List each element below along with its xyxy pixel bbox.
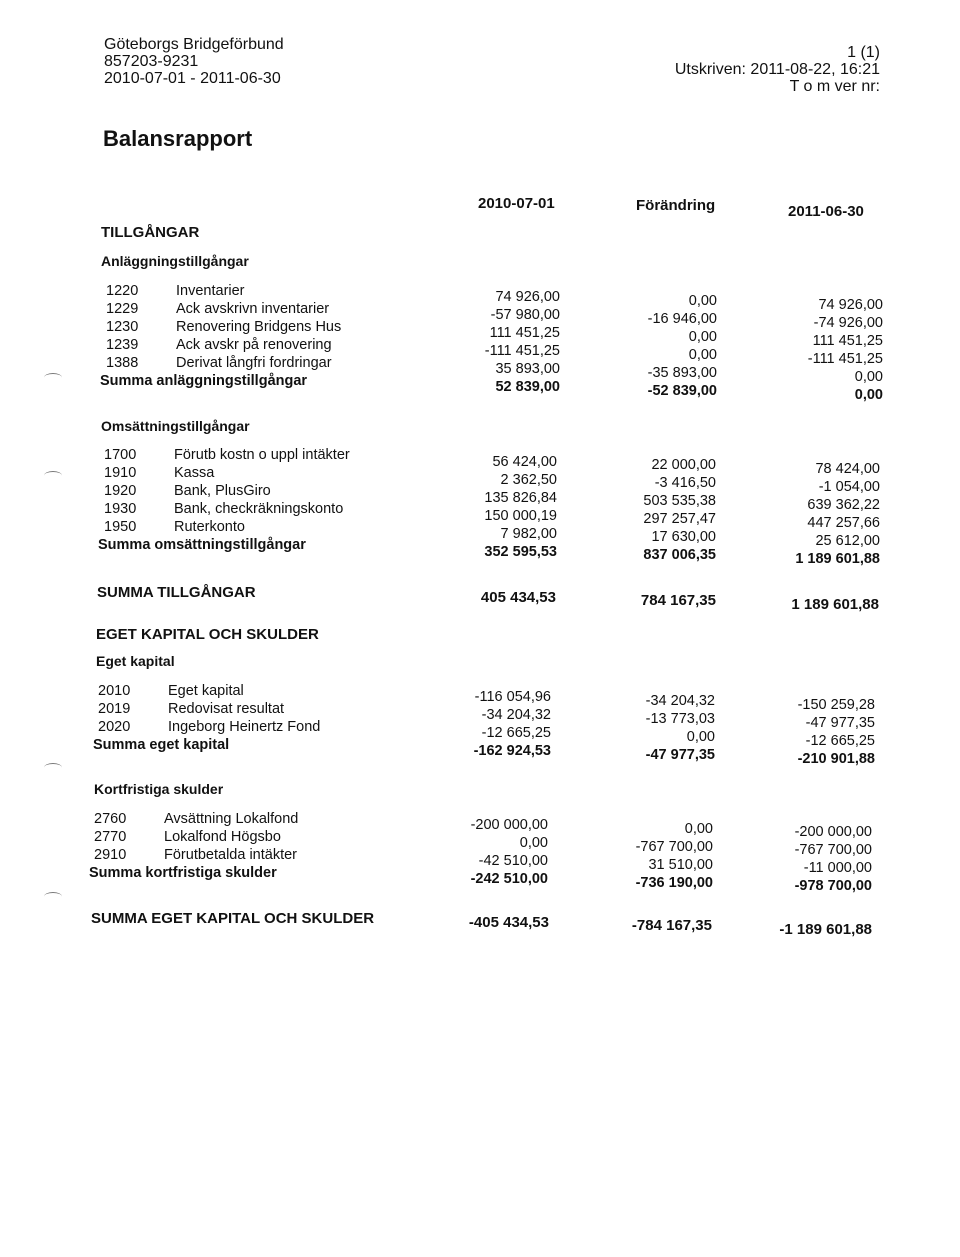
value-cell: 22 000,00 xyxy=(651,457,716,473)
value-cell: -111 451,25 xyxy=(807,351,883,367)
table-row xyxy=(104,482,350,500)
table-row xyxy=(98,682,320,700)
account-name: Inventarier xyxy=(176,283,245,299)
liabilities-total-label: SUMMA EGET KAPITAL OCH SKULDER xyxy=(91,910,375,927)
account-code: 1930 xyxy=(104,501,137,517)
account-name: Redovisat resultat xyxy=(168,701,285,717)
current-assets-col1 xyxy=(484,453,557,561)
printed-date: Utskriven: 2011-08-22, 16:21 xyxy=(674,61,880,78)
account-code: 1239 xyxy=(106,337,139,353)
value-cell: 1 189 601,88 xyxy=(795,551,880,567)
account-name: Ack avskr på renovering xyxy=(176,337,332,353)
value-cell: -736 190,00 xyxy=(635,875,713,891)
col-header-change: Förändring xyxy=(636,197,716,214)
value-cell: 7 982,00 xyxy=(500,526,557,542)
value-cell: -111 451,25 xyxy=(484,343,560,359)
value-cell: -74 926,00 xyxy=(813,315,883,331)
org-name: Göteborgs Bridgeförbund xyxy=(104,36,284,53)
value-cell: 447 257,66 xyxy=(807,515,880,531)
short-liabilities-col2 xyxy=(636,820,713,892)
print-info xyxy=(675,44,880,95)
table-row xyxy=(104,464,350,482)
account-name: Kassa xyxy=(174,465,215,481)
account-code: 2910 xyxy=(94,847,127,863)
account-name: Förutbetalda intäkter xyxy=(164,847,297,863)
liabilities-total-col3: -1 189 601,88 xyxy=(779,921,872,938)
account-name: Renovering Bridgens Hus xyxy=(176,319,342,335)
account-code: 1220 xyxy=(106,283,139,299)
fixed-assets-labels xyxy=(100,282,342,390)
account-code: 1920 xyxy=(104,483,137,499)
value-cell: 0,00 xyxy=(854,369,883,385)
value-cell: -978 700,00 xyxy=(794,878,872,894)
scan-mark xyxy=(44,471,62,480)
value-cell: -3 416,50 xyxy=(654,475,716,491)
account-code: 1230 xyxy=(106,319,139,335)
short-liabilities-heading: Kortfristiga skulder xyxy=(94,781,224,797)
org-info xyxy=(104,36,284,87)
sum-label: Summa eget kapital xyxy=(93,737,230,753)
account-name: Bank, checkräkningskonto xyxy=(174,501,344,517)
account-name: Eget kapital xyxy=(168,683,244,699)
page-number: 1 (1) xyxy=(847,44,880,61)
equity-heading: Eget kapital xyxy=(96,653,175,669)
value-cell: 135 826,84 xyxy=(484,490,557,506)
fixed-assets-col2 xyxy=(648,292,717,400)
value-cell: 25 612,00 xyxy=(815,533,880,549)
account-code: 1388 xyxy=(106,355,139,371)
value-cell: -1 054,00 xyxy=(818,479,880,495)
assets-heading: TILLGÅNGAR xyxy=(101,224,200,241)
account-code: 1910 xyxy=(104,465,137,481)
value-cell: -150 259,28 xyxy=(797,697,875,713)
value-cell: 35 893,00 xyxy=(495,361,560,377)
account-code: 2010 xyxy=(98,683,131,699)
value-cell: 111 451,25 xyxy=(812,333,883,349)
current-assets-heading: Omsättningstillgångar xyxy=(101,418,250,434)
table-row xyxy=(104,446,350,464)
value-cell: 0,00 xyxy=(688,347,717,363)
scan-mark xyxy=(44,892,62,901)
value-cell: -767 700,00 xyxy=(635,839,713,855)
value-cell: 111 451,25 xyxy=(489,325,560,341)
assets-total-col2: 784 167,35 xyxy=(640,592,716,609)
col-header-start: 2010-07-01 xyxy=(478,195,555,212)
value-cell: 639 362,22 xyxy=(807,497,880,513)
account-code: 1700 xyxy=(104,447,137,463)
table-row xyxy=(106,354,341,372)
value-cell: 74 926,00 xyxy=(818,297,883,313)
liabilities-heading: EGET KAPITAL OCH SKULDER xyxy=(96,626,319,643)
value-cell: 503 535,38 xyxy=(643,493,716,509)
value-cell: 0,00 xyxy=(684,821,713,837)
account-name: Ack avskrivn inventarier xyxy=(176,301,330,317)
table-row xyxy=(106,282,341,300)
value-cell: 150 000,19 xyxy=(484,508,557,524)
value-cell: 0,00 xyxy=(854,387,883,403)
value-cell: -47 977,35 xyxy=(645,747,715,763)
short-liabilities-col1 xyxy=(471,816,548,888)
sum-label: Summa omsättningstillgångar xyxy=(98,537,306,553)
current-assets-col3 xyxy=(795,460,880,568)
value-cell: 352 595,53 xyxy=(484,544,557,560)
table-row xyxy=(104,518,350,536)
scan-mark xyxy=(44,373,62,382)
table-row xyxy=(98,718,320,736)
value-cell: 52 839,00 xyxy=(495,379,560,395)
fixed-assets-col1 xyxy=(485,288,560,396)
account-name: Derivat långfri fordringar xyxy=(176,355,332,371)
short-liabilities-col3 xyxy=(795,823,872,895)
value-cell: 74 926,00 xyxy=(495,289,560,305)
scan-mark xyxy=(44,763,62,772)
liabilities-total-col1: -405 434,53 xyxy=(468,914,549,931)
assets-total-col3: 1 189 601,88 xyxy=(791,596,879,613)
current-assets-labels xyxy=(98,446,350,554)
account-code: 2020 xyxy=(98,719,131,735)
sum-label: Summa anläggningstillgångar xyxy=(100,373,308,389)
value-cell: -42 510,00 xyxy=(478,853,548,869)
value-cell: -116 054,96 xyxy=(474,689,551,705)
fixed-assets-col3 xyxy=(808,296,883,404)
account-code: 1229 xyxy=(106,301,139,317)
equity-col1 xyxy=(474,688,551,760)
value-cell: 0,00 xyxy=(688,293,717,309)
value-cell: 78 424,00 xyxy=(815,461,880,477)
account-code: 2019 xyxy=(98,701,131,717)
account-name: Lokalfond Högsbo xyxy=(164,829,281,845)
value-cell: -12 665,25 xyxy=(481,725,551,741)
table-row xyxy=(106,300,341,318)
col-header-end: 2011-06-30 xyxy=(788,203,864,220)
fixed-assets-heading: Anläggningstillgångar xyxy=(101,253,249,269)
value-cell: -52 839,00 xyxy=(647,383,717,399)
period: 2010-07-01 - 2011-06-30 xyxy=(104,70,281,87)
table-row xyxy=(94,810,298,828)
table-row xyxy=(98,700,320,718)
version-number: T o m ver nr: xyxy=(789,78,880,95)
account-code: 1950 xyxy=(104,519,137,535)
value-cell: -12 665,25 xyxy=(805,733,875,749)
value-cell: 297 257,47 xyxy=(643,511,716,527)
table-row xyxy=(106,318,341,336)
value-cell: -162 924,53 xyxy=(473,743,551,759)
current-assets-col2 xyxy=(643,456,716,564)
sum-label: Summa kortfristiga skulder xyxy=(89,865,277,881)
value-cell: -57 980,00 xyxy=(490,307,560,323)
account-code: 2760 xyxy=(94,811,127,827)
value-cell: 0,00 xyxy=(519,835,548,851)
table-row xyxy=(94,828,298,846)
table-row xyxy=(104,500,350,518)
value-cell: 0,00 xyxy=(686,729,715,745)
value-cell: -47 977,35 xyxy=(805,715,875,731)
account-code: 2770 xyxy=(94,829,127,845)
value-cell: 56 424,00 xyxy=(492,454,557,470)
equity-col2 xyxy=(646,692,715,764)
value-cell: -35 893,00 xyxy=(647,365,717,381)
value-cell: 2 362,50 xyxy=(500,472,557,488)
short-liabilities-labels xyxy=(89,810,299,882)
account-name: Ruterkonto xyxy=(174,519,245,535)
value-cell: 0,00 xyxy=(688,329,717,345)
table-row xyxy=(94,846,298,864)
account-name: Bank, PlusGiro xyxy=(174,483,271,499)
value-cell: -242 510,00 xyxy=(470,871,548,887)
assets-total-label: SUMMA TILLGÅNGAR xyxy=(97,584,256,601)
value-cell: -34 204,32 xyxy=(645,693,715,709)
value-cell: 17 630,00 xyxy=(651,529,716,545)
value-cell: -16 946,00 xyxy=(647,311,717,327)
value-cell: -200 000,00 xyxy=(794,824,872,840)
account-name: Förutb kostn o uppl intäkter xyxy=(174,447,350,463)
value-cell: -11 000,00 xyxy=(803,860,872,876)
liabilities-total-col2: -784 167,35 xyxy=(631,917,712,934)
account-name: Ingeborg Heinertz Fond xyxy=(168,719,321,735)
value-cell: 31 510,00 xyxy=(648,857,713,873)
value-cell: -210 901,88 xyxy=(797,751,875,767)
equity-labels xyxy=(93,682,321,754)
equity-col3 xyxy=(798,696,875,768)
table-row xyxy=(106,336,341,354)
assets-total-col1: 405 434,53 xyxy=(480,589,556,606)
value-cell: -13 773,03 xyxy=(645,711,715,727)
value-cell: 837 006,35 xyxy=(643,547,716,563)
value-cell: -200 000,00 xyxy=(470,817,548,833)
org-number: 857203-9231 xyxy=(104,53,199,70)
account-name: Avsättning Lokalfond xyxy=(164,811,299,827)
page-title: Balansrapport xyxy=(103,126,253,151)
value-cell: -767 700,00 xyxy=(794,842,872,858)
value-cell: -34 204,32 xyxy=(481,707,551,723)
